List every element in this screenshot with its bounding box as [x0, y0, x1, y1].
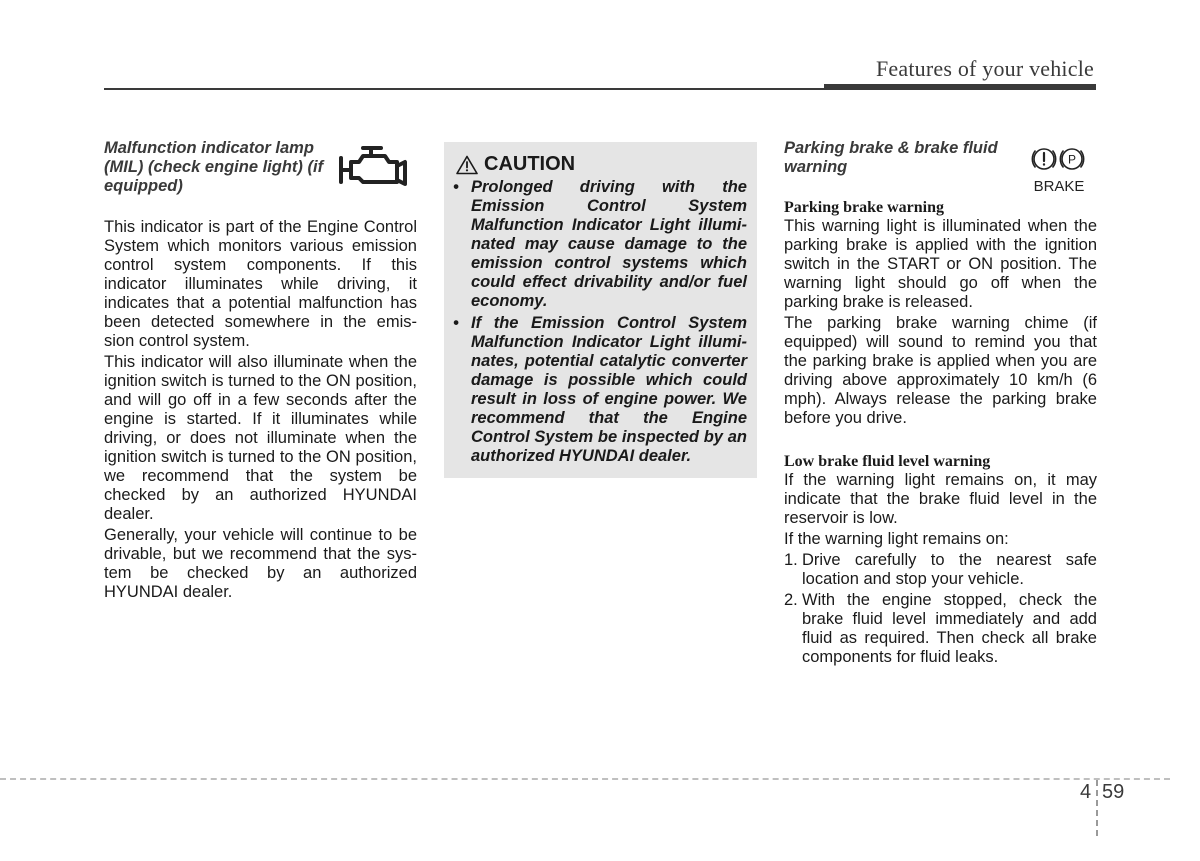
- warning-triangle-icon: [456, 155, 478, 175]
- brake-icon-label: BRAKE: [1033, 178, 1085, 195]
- mil-paragraph-3: Generally, your vehicle will continue to be drivable, but we recommend that the sys-tem be checked by an authorized HYUNDAI dealer.: [104, 526, 417, 601]
- mil-heading-block: [104, 138, 417, 198]
- list-item-text: With the engine stopped, check the brake fluid level immediately and add fluid as required. Then check all brake components for fluid leaks.: [802, 591, 1097, 666]
- page-header-title: Features of your vehicle: [875, 56, 1094, 81]
- low-fluid-subheading: Low brake fluid level warning: [784, 453, 991, 470]
- parking-brake-subheading: Parking brake warning: [784, 199, 945, 216]
- header-rule: [104, 88, 824, 90]
- low-fluid-paragraph-2: If the warning light remains on:: [784, 530, 1009, 548]
- parking-brake-paragraph-2: The parking brake warning chime (if equipped) will sound to remind you that the parking brake is applied when you are driving above approximately 10 km/h (6 mph). Always release the parking brake before you drive.: [784, 314, 1097, 427]
- list-item-text: Drive carefully to the nearest safe location and stop your vehicle.: [802, 551, 1097, 588]
- caution-box: [444, 142, 757, 478]
- page-number-divider: [1096, 780, 1098, 836]
- list-item: [784, 591, 1097, 667]
- caution-label: CAUTION: [484, 153, 576, 175]
- list-item-number: 2.: [784, 591, 798, 609]
- page-number: 59: [1102, 781, 1125, 803]
- list-item-number: 1.: [784, 551, 798, 569]
- bullet: •: [453, 314, 459, 332]
- right-column: [784, 138, 1097, 669]
- low-fluid-paragraph-1: If the warning light remains on, it may indicate that the brake fluid level in the reservoir is low.: [784, 471, 1097, 527]
- section-number: 4: [1080, 781, 1092, 803]
- header-rule-accent: [824, 84, 1096, 90]
- caution-item: [453, 314, 747, 466]
- footer-dashed-rule: [0, 778, 1170, 780]
- brake-icon-p: P: [1067, 152, 1077, 167]
- brake-heading-block: [784, 138, 1097, 198]
- caution-list: [453, 178, 747, 469]
- list-item: [784, 551, 1097, 589]
- caution-item-text: Prolonged driving with the Emission Control System Malfunction Indicator Light illumi-nated may cause damage to the emission control systems which could effect drivability and/or fuel economy.: [471, 178, 747, 310]
- parking-brake-paragraph-1: This warning light is illuminated when the parking brake is applied with the ignition switch in the START or ON position. The warning light should go off when the parking brake is released.: [784, 217, 1097, 311]
- mil-paragraph-2: This indicator will also illuminate when the ignition switch is turned to the ON position, and will go off in a few seconds after the engine is started. If it illuminates while driving, or does not illuminate when the ignition switch is turned to the ON position, we recommend that the system be checked by an authorized HYUNDAI dealer.: [104, 353, 417, 523]
- mil-heading: Malfunction indicator lamp (MIL) (check engine light) (if equipped): [104, 139, 324, 195]
- brake-warning-icon: [1027, 144, 1091, 198]
- check-engine-icon: [335, 140, 415, 196]
- caution-title: [456, 153, 575, 176]
- mil-paragraph-1: This indicator is part of the Engine Control System which monitors various emission control system components. If this indicator illuminates while driving, it indicates that a potential malfunction has been detected somewhere in the emis-sion control system.: [104, 218, 417, 350]
- caution-item: [453, 178, 747, 311]
- brake-heading: Parking brake & brake fluid warning: [784, 139, 998, 176]
- bullet: •: [453, 178, 459, 196]
- caution-item-text: If the Emission Control System Malfunction Indicator Light illumi-nates, potential catalytic converter damage is possible which could result in loss of engine power. We recommend that the Engine Control System be inspected by an authorized HYUNDAI dealer.: [471, 314, 747, 465]
- left-column: [104, 138, 417, 604]
